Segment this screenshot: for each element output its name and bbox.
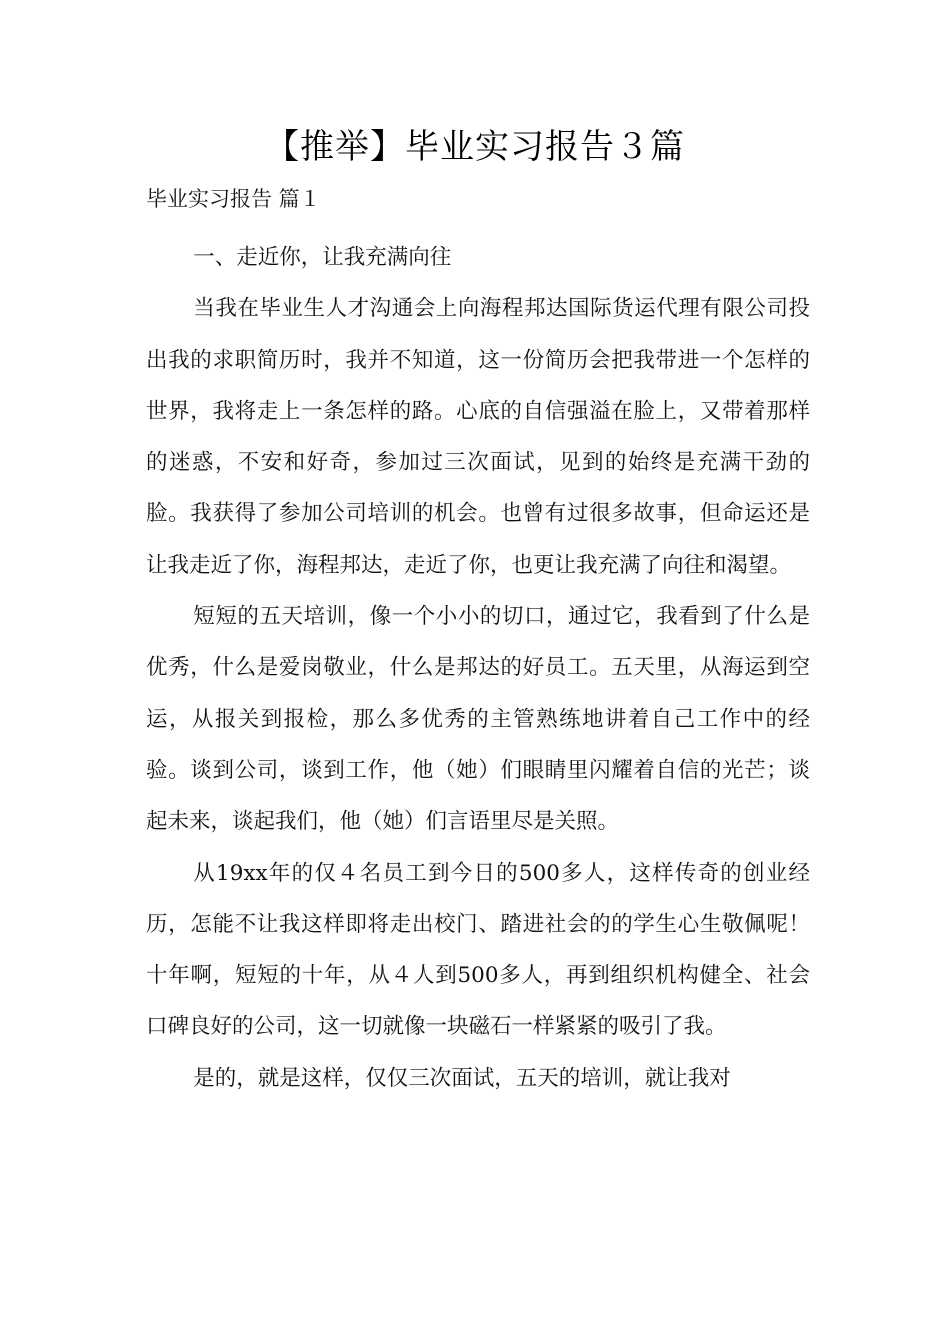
paragraph: 从19xx年的仅４名员工到今日的500多人，这样传奇的创业经历，怎能不让我这样即将走出校门、踏进社会的的学生心生敬佩呢！十年啊，短短的十年，从４人到500多人，再到组织机构健全、社会口碑良好的公司，这一切就像一块磁石一样紧紧的吸引了我。	[146, 860, 810, 1040]
section-heading: 毕业实习报告 篇１	[146, 187, 321, 211]
paragraph: 短短的五天培训，像一个小小的切口，通过它，我看到了什么是优秀，什么是爱岗敬业，什么是邦达的好员工。五天里，从海运到空运，从报关到报检，那么多优秀的主管熟练地讲着自己工作中的经验。谈到公司，谈到工作，他（她）们眼睛里闪耀着自信的光芒；谈起未来，谈起我们，他（她）们言语里尽是关照。	[146, 604, 810, 835]
document-body	[146, 232, 810, 1104]
document-title: 【推举】毕业实习报告３篇	[265, 127, 685, 167]
paragraph: 是的，就是这样，仅仅三次面试，五天的培训，就让我对	[193, 1065, 731, 1091]
paragraph: 当我在毕业生人才沟通会上向海程邦达国际货运代理有限公司投出我的求职简历时，我并不知道，这一份简历会把我带进一个怎样的世界，我将走上一条怎样的路。心底的自信强溢在脸上，又带着那样的迷惑，不安和好奇，参加过三次面试，见到的始终是充满干劲的脸。我获得了参加公司培训的机会。也曾有过很多故事，但命运还是让我走近了你，海程邦达，走近了你，也更让我充满了向往和渴望。	[146, 296, 810, 578]
subheading: 一、走近你，让我充满向往	[193, 245, 452, 270]
